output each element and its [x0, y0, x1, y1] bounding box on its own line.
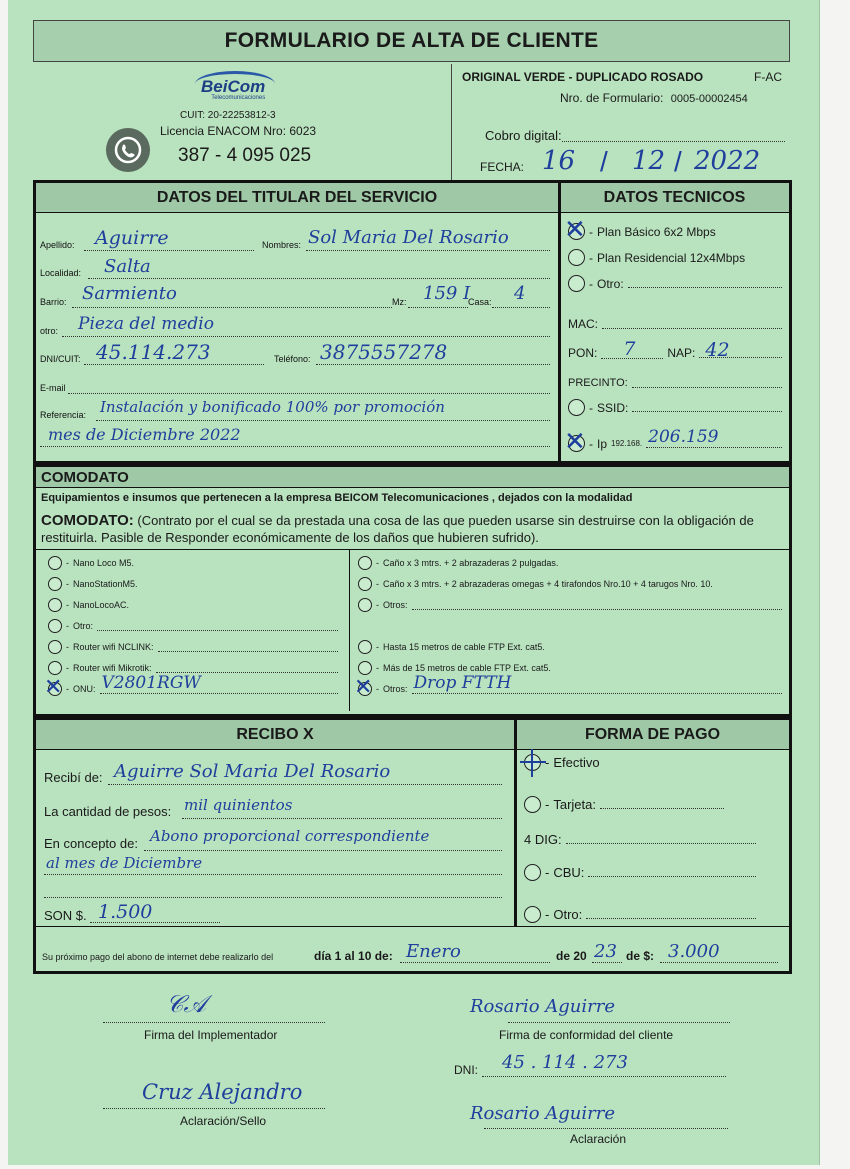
onu-label: ONU:: [73, 684, 96, 694]
comodato-item-cano-omegas[interactable]: - Caño x 3 mtrs. + 2 abrazaderas omegas + 4 tirafondos Nro.10 + 4 tarugos Nro. 10.: [358, 577, 713, 591]
efectivo-check-bar-icon: [531, 749, 533, 777]
cable-mas-15-radio[interactable]: [358, 661, 372, 675]
localidad-value[interactable]: Salta: [104, 256, 151, 277]
pago-otro-label: Otro:: [553, 907, 583, 922]
cobro-label: Cobro digital:: [485, 128, 562, 143]
comodato-definition: [41, 512, 761, 546]
implementador-label: Firma del Implementador: [144, 1028, 278, 1042]
monto-value[interactable]: 3.000: [668, 941, 720, 962]
apellido-label: Apellido:: [40, 240, 75, 250]
recibo-header: RECIBO X: [36, 720, 514, 750]
cantidad-row: [44, 796, 504, 820]
nanostation-label: NanoStationM5.: [73, 579, 138, 589]
comodato-def-title: COMODATO:: [41, 512, 134, 529]
otro-label: otro:: [40, 326, 59, 336]
comodato-item-otros-2[interactable]: ✕ - Otros: Drop FTTH: [358, 682, 782, 696]
aclaracion-line: [484, 1128, 728, 1129]
ip-check-icon: ✕: [564, 427, 586, 457]
ssid-label: SSID:: [597, 400, 629, 415]
email-label: E-mail: [40, 383, 66, 393]
concepto-line-1: [144, 850, 502, 851]
precinto-label: PRECINTO:: [568, 377, 628, 389]
fecha-month[interactable]: 12: [632, 146, 666, 176]
copy-note: ORIGINAL VERDE - DUPLICADO ROSADO: [462, 70, 704, 84]
comodato-item-otros-1[interactable]: - Otros:: [358, 598, 782, 612]
cano-omegas-radio[interactable]: [358, 577, 372, 591]
dig-label: 4 DIG:: [524, 832, 562, 847]
cbu-label: CBU:: [553, 865, 585, 880]
comodato-item-nanolocoac[interactable]: - NanoLocoAC.: [48, 598, 129, 612]
concepto-value-1[interactable]: Abono proporcional correspondiente: [150, 827, 430, 845]
dig-field[interactable]: [566, 835, 756, 844]
fecha-row: [480, 160, 524, 174]
mz-label: Mz:: [392, 297, 407, 307]
concepto-label: En concepto de:: [44, 836, 138, 851]
otros-1-field[interactable]: [412, 601, 782, 610]
cbu-radio[interactable]: [524, 864, 541, 881]
barrio-value[interactable]: Sarmiento: [82, 283, 177, 304]
referencia-value-2[interactable]: mes de Diciembre 2022: [48, 425, 241, 444]
ip-field[interactable]: [646, 427, 782, 448]
comodato-header-bar: [36, 464, 789, 488]
cano-omegas-label: Caño x 3 mtrs. + 2 abrazaderas omegas + 4 tirafondos Nro.10 + 4 tarugos Nro. 10.: [383, 579, 713, 589]
company-phone: 387 - 4 095 025: [178, 145, 312, 166]
telefono-line: [316, 364, 550, 365]
otros-1-label: Otros:: [383, 600, 408, 610]
nanolocoac-radio[interactable]: [48, 598, 62, 612]
comodato-def-text: (Contrato por el cual se da prestada una cosa de las que pueden usarse sin destruirse con la obligación de restituirla. Pasible de Responder económicamente de los daños que hubieren sufrido).: [41, 513, 754, 545]
firma-dni-line[interactable]: [482, 1076, 726, 1077]
pago-cbu[interactable]: - CBU:: [524, 864, 756, 881]
tarjeta-radio[interactable]: [524, 796, 541, 813]
year-line: [592, 962, 622, 963]
cable-15-radio[interactable]: [358, 640, 372, 654]
aclaracion-sello-value[interactable]: Cruz Alejandro: [142, 1080, 303, 1104]
implementador-signature: 𝒞𝒜: [166, 990, 207, 1018]
fecha-slash-1: /: [600, 146, 608, 177]
barrio-label: Barrio:: [40, 297, 67, 307]
son-value[interactable]: 1.500: [98, 901, 153, 923]
comodato-item-cable-15[interactable]: - Hasta 15 metros de cable FTP Ext. cat5.: [358, 640, 545, 654]
year-value[interactable]: 23: [594, 941, 617, 962]
comodato-header: COMODATO: [41, 469, 129, 486]
firma-dni-label: DNI:: [454, 1063, 478, 1077]
pago-otro-field[interactable]: [586, 910, 756, 919]
nano-loco-m5-label: Nano Loco M5.: [73, 558, 135, 568]
nombres-label: Nombres:: [262, 240, 302, 250]
monto-line: [660, 962, 778, 963]
cano-2pulg-radio[interactable]: [358, 556, 372, 570]
pago-otro[interactable]: - Otro:: [524, 906, 756, 923]
comodato-item-nano-loco-m5[interactable]: - Nano Loco M5.: [48, 556, 134, 570]
router-mikrotik-radio[interactable]: [48, 661, 62, 675]
fecha-label: FECHA:: [480, 160, 525, 174]
recibi-row: [44, 762, 504, 786]
concepto-line-2: [44, 874, 502, 875]
son-row: [44, 900, 244, 924]
router-nclink-field[interactable]: [158, 643, 338, 652]
year-prefix: de 20: [556, 949, 587, 963]
email-line[interactable]: [68, 393, 550, 394]
barrio-row: [40, 283, 554, 308]
cliente-signature: Rosario Aguirre: [470, 996, 616, 1017]
pon-field[interactable]: [601, 337, 663, 360]
plan-otro-radio[interactable]: [568, 275, 585, 292]
aclaracion-label: Aclaración: [570, 1132, 627, 1146]
tarjeta-field[interactable]: [600, 800, 724, 809]
apellido-value[interactable]: Aguirre: [95, 227, 169, 249]
referencia-line-2: [40, 446, 550, 447]
form-title: FORMULARIO DE ALTA DE CLIENTE: [224, 29, 599, 52]
proximo-label: Su próximo pago del abono de internet debe realizarlo del: [42, 952, 274, 962]
efectivo-label: Efectivo: [553, 755, 600, 771]
conformidad-label: Firma de conformidad del cliente: [499, 1028, 674, 1042]
casa-label: Casa:: [468, 297, 492, 307]
form-number-row: [560, 91, 748, 105]
onu-check-icon: ✕: [44, 675, 63, 700]
copy-note-box: [451, 64, 790, 181]
otros-2-field[interactable]: [412, 672, 782, 694]
concepto-row: [44, 828, 504, 876]
comodato-item-onu[interactable]: ✕ - ONU: V2801RGW: [48, 682, 338, 696]
aclaracion-sello-label: Aclaración/Sello: [180, 1114, 267, 1128]
proximo-mes-line: [400, 962, 550, 963]
plan-otro-field[interactable]: [628, 279, 782, 288]
plan-otro-option[interactable]: - Otro:: [568, 275, 782, 292]
tarjeta-label: Tarjeta:: [553, 797, 596, 812]
telefono-value[interactable]: 3875557278: [320, 340, 448, 364]
nanolocoac-label: NanoLocoAC.: [73, 600, 130, 610]
efectivo-check-icon: [520, 761, 546, 763]
email-row: [40, 372, 554, 394]
comodato-section: [33, 464, 792, 717]
ip-value: 206.159: [648, 427, 719, 447]
recibi-line: [108, 784, 502, 785]
form-number: 0005-00002454: [670, 93, 748, 105]
proximo-mes[interactable]: Enero: [406, 941, 461, 962]
aclaracion-value[interactable]: Rosario Aguirre: [470, 1103, 616, 1124]
comodato-item-router-mikrotik[interactable]: - Router wifi Mikrotik:: [48, 661, 338, 675]
otros-2-value: Drop FTTH: [413, 672, 512, 693]
form-code: F-AC: [754, 70, 782, 84]
barrio-line: [72, 307, 392, 308]
conformidad-line[interactable]: [508, 1022, 730, 1023]
column-divider: [558, 183, 561, 461]
proximo-range: día 1 al 10 de:: [314, 949, 393, 963]
localidad-row: [40, 257, 554, 279]
dni-line: [84, 364, 264, 365]
cable-mas-15-label: Más de 15 metros de cable FTP Ext. cat5.: [383, 663, 551, 673]
recibi-value[interactable]: Aguirre Sol Maria Del Rosario: [114, 761, 391, 782]
logo-text: BeiCom: [201, 77, 266, 96]
plan-otro-label: Otro:: [597, 276, 624, 291]
plan-residencial-option[interactable]: - Plan Residencial 12x4Mbps: [568, 249, 745, 266]
precinto-row: [568, 377, 782, 389]
fecha-year[interactable]: 2022: [694, 146, 761, 176]
referencia-value-1[interactable]: Instalación y bonificado 100% por promoción: [100, 398, 445, 416]
nap-value: 42: [705, 338, 730, 361]
ssid-field[interactable]: [632, 403, 782, 412]
casa-line: [492, 307, 550, 308]
cano-2pulg-label: Caño x 3 mtrs. + 2 abrazaderas 2 pulgadas.: [383, 558, 559, 568]
company-cuit: CUIT: 20-22253812-3: [180, 110, 276, 121]
comodato-item-router-nclink[interactable]: - Router wifi NCLINK:: [48, 640, 338, 654]
ip-prefix: 192.168.: [611, 439, 643, 448]
referencia-label: Referencia:: [40, 410, 87, 420]
router-nclink-radio[interactable]: [48, 640, 62, 654]
cobro-field[interactable]: [562, 128, 785, 142]
pago-4dig: [524, 832, 756, 847]
otros-2-check-icon: ✕: [354, 675, 373, 700]
proximo-divider: [36, 926, 789, 927]
pon-label: PON:: [568, 346, 598, 360]
cantidad-label: La cantidad de pesos:: [44, 804, 172, 819]
telefono-label: Teléfono:: [274, 354, 311, 364]
comodato-otro-field[interactable]: [97, 622, 338, 631]
mz-value[interactable]: 159 I: [423, 283, 471, 304]
firma-dni-value[interactable]: 45 . 114 . 273: [502, 1052, 628, 1073]
fecha-day[interactable]: 16: [542, 146, 576, 176]
form-number-label: Nro. de Formulario:: [560, 91, 664, 105]
plan-basico-option[interactable]: ✕ - Plan Básico 6x2 Mbps: [564, 215, 716, 245]
recibi-label: Recibí de:: [44, 770, 103, 785]
nanostation-radio[interactable]: [48, 577, 62, 591]
cbu-field[interactable]: [588, 868, 756, 877]
mac-field[interactable]: [602, 320, 782, 329]
comodato-item-cable-mas-15[interactable]: - Más de 15 metros de cable FTP Ext. cat5.: [358, 661, 551, 675]
company-logo: [201, 77, 265, 101]
cobro-row: [485, 128, 785, 143]
comodato-grid-top: [36, 549, 789, 550]
comodato-item-cano-2pulg[interactable]: - Caño x 3 mtrs. + 2 abrazaderas 2 pulgadas.: [358, 556, 558, 570]
comodato-grid-divider: [349, 549, 350, 711]
casa-value[interactable]: 4: [514, 283, 526, 304]
company-licencia: Licencia ENACOM Nro: 6023: [160, 124, 317, 138]
ssid-row: - SSID:: [568, 399, 782, 416]
nano-loco-m5-radio[interactable]: [48, 556, 62, 570]
dni-label: DNI/CUIT:: [40, 354, 81, 364]
tecnicos-header: DATOS TECNICOS: [558, 183, 789, 213]
pago-tarjeta[interactable]: - Tarjeta:: [524, 796, 724, 813]
nap-label: NAP:: [667, 346, 696, 360]
cantidad-line: [182, 818, 502, 819]
fecha-slash-2: /: [674, 146, 682, 177]
comodato-item-nanostation[interactable]: - NanoStationM5.: [48, 577, 138, 591]
comodato-intro: Equipamientos e insumos que pertenecen a la empresa BEICOM Telecomunicaciones , dejados con la modalidad: [41, 492, 633, 504]
recibo-section: [33, 717, 792, 974]
pon-nap-row: [568, 337, 782, 361]
plan-residencial-radio[interactable]: [568, 249, 585, 266]
comodato-item-otro[interactable]: - Otro:: [48, 619, 338, 633]
ip-row: ✕ - Ip 192.168. 206.159: [568, 435, 782, 452]
pago-otro-radio[interactable]: [524, 906, 541, 923]
otros-2-label: Otros:: [383, 684, 408, 694]
comodato-otro-label: Otro:: [73, 621, 94, 631]
otro-line: [62, 336, 550, 337]
plan-basico-check-icon: ✕: [564, 215, 586, 245]
plan-basico-label: Plan Básico 6x2 Mbps: [597, 224, 716, 239]
aclaracion-sello-line: [103, 1108, 325, 1109]
otro-value[interactable]: Pieza del medio: [78, 314, 214, 334]
nap-field[interactable]: [699, 338, 782, 361]
dni-row: [40, 340, 554, 365]
son-label: SON $.: [44, 908, 87, 923]
concepto-value-2[interactable]: al mes de Diciembre: [46, 854, 203, 872]
logo-swoosh-icon: [195, 71, 275, 97]
otro-row: [40, 315, 554, 337]
concepto-line-3[interactable]: [44, 897, 502, 898]
apellido-line: [84, 250, 254, 251]
monto-label: de $:: [626, 949, 655, 963]
mac-label: MAC:: [568, 317, 598, 331]
localidad-label: Localidad:: [40, 268, 82, 278]
ssid-radio[interactable]: [568, 399, 585, 416]
router-nclink-label: Router wifi NCLINK:: [73, 642, 154, 652]
mz-line: [408, 307, 468, 308]
ip-label: Ip: [597, 436, 608, 451]
plan-residencial-label: Plan Residencial 12x4Mbps: [597, 250, 746, 265]
titular-header: DATOS DEL TITULAR DEL SERVICIO: [36, 183, 558, 213]
whatsapp-icon: [106, 128, 150, 172]
logo-subtitle: Telecomunicaciones: [211, 95, 266, 101]
form-sheet: [8, 0, 820, 1165]
referencia-row: [40, 399, 554, 455]
localidad-line: [88, 278, 550, 279]
mac-row: [568, 317, 782, 331]
cantidad-value[interactable]: mil quinientos: [184, 796, 293, 814]
title-bar: [33, 20, 790, 62]
recibo-divider: [514, 720, 517, 926]
implementador-line[interactable]: [103, 1022, 325, 1023]
pago-header: FORMA DE PAGO: [514, 720, 789, 750]
dni-value[interactable]: 45.114.273: [96, 340, 211, 364]
titular-section: [33, 180, 792, 464]
referencia-line-1: [96, 420, 550, 421]
precinto-field[interactable]: [632, 379, 782, 388]
comodato-otro-radio[interactable]: [48, 619, 62, 633]
otros-1-radio[interactable]: [358, 598, 372, 612]
router-mikrotik-label: Router wifi Mikrotik:: [73, 663, 152, 673]
apellido-row: [40, 229, 554, 251]
onu-value: V2801RGW: [101, 672, 201, 693]
router-mikrotik-field[interactable]: [156, 664, 338, 673]
pon-value: 7: [623, 337, 636, 360]
pago-efectivo[interactable]: - Efectivo: [524, 754, 600, 771]
nombres-value[interactable]: Sol Maria Del Rosario: [308, 227, 509, 248]
proximo-pago-row: [42, 941, 782, 968]
nombres-line: [306, 250, 550, 251]
cable-15-label: Hasta 15 metros de cable FTP Ext. cat5.: [383, 642, 545, 652]
